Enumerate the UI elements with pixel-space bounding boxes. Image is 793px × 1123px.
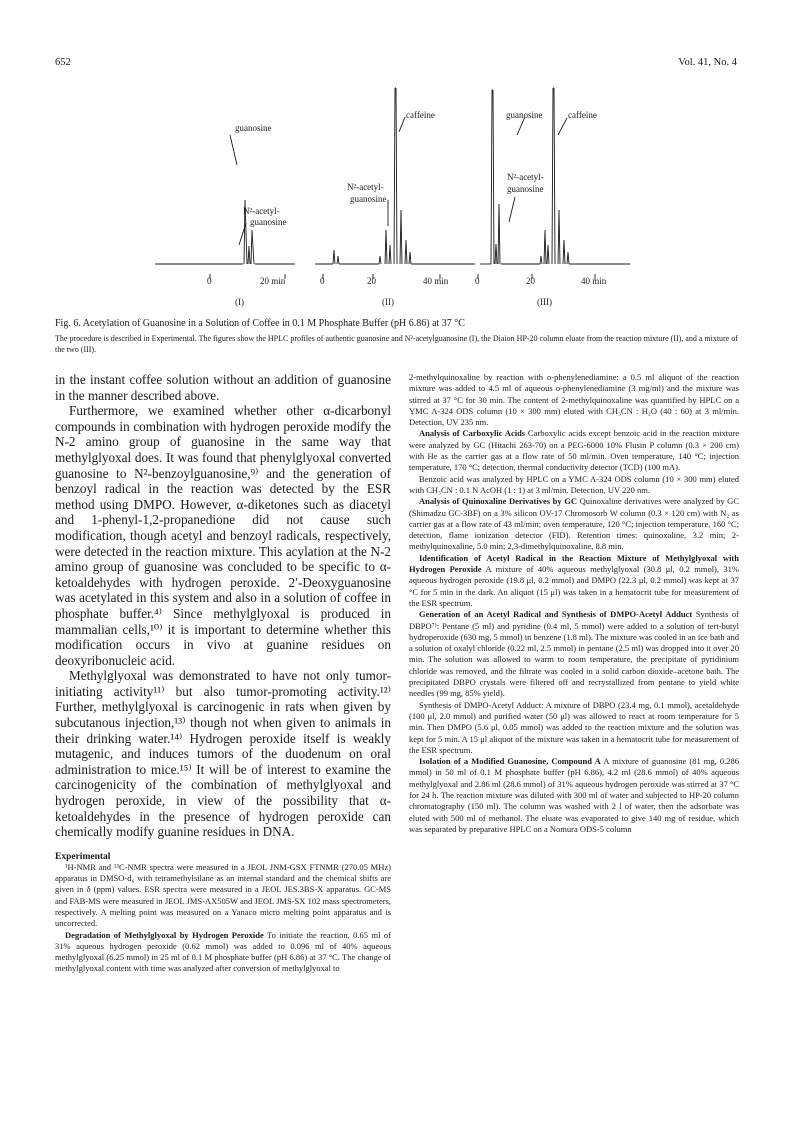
paragraph: Furthermore, we examined whether other α-dicarbonyl compounds in combination with hydrogen peroxide modify the N-2 amino group of guanosine in the same way that methylglyoxal does. It was found that phenylglyoxal converted guanosine to N²-benzoylguanosine,⁹⁾ and the generation of benzoyl radical in the reaction was detected by the ESR method using DMPO. However, α-diketones such as diacetyl and 1-phenyl-1,2-propanedione did not cause such modification, though acetyl and benzoyl radicals, respectively, were detected in the reaction mixture. This acylation at the N-2 amino group of guanosine was concluded to be specific to α-ketoaldehydes with hydrogen peroxide. 2′-Deoxyguanosine was acetylated in this system and also in a solution of coffee in phosphate buffer.⁴⁾ Since methylglyoxal is produced in mammalian cells,¹⁰⁾ it is important to determine whether this modification occurs in vivo at guanine residues on deoxyribonucleic acid. [55, 403, 391, 668]
paragraph-text: Carboxylic acids except benzoic acid in the reaction mixture were analyzed by GC (Hitachi 263-70) on a PEG-6000 10% Flusin P column (0.3 × 200 cm) with He as the carrier gas at a flow rate of 50 ml/min. Oven temperature, 140 °C; injection temperature, 170 °C; detection, thermal conductivity detector (TCD) (100 mA). [409, 428, 740, 473]
panel-1-axis-20: 20 min [260, 276, 286, 286]
panel-2-trace [315, 88, 475, 264]
panel-3-trace [480, 88, 630, 264]
page-number: 652 [55, 57, 71, 68]
paragraph: 2-methylquinoxaline by reaction with o-phenylenediamine: a 0.5 ml aliquot of the reaction mixture was added to 4.5 ml of aqueous o-phenylenediamine (3 mg/ml) and the mixture was stirred at 37 °C for 30 min. The content of 2-methylquinoxaline was quantified by HPLC on a YMC A-324 ODS column (10 × 300 mm) eluted with CH₃CN : H₂O (40 : 60) at 3 ml/min. Detection, UV 235 nm. [409, 372, 739, 428]
caption-title: Fig. 6. Acetylation of Guanosine in a Solution of Coffee in 0.1 M Phosphate Buffer (pH 6.86) at 37 °C [55, 318, 465, 329]
panel-2-axis-20: 20 [367, 276, 376, 286]
panel-3-roman: (III) [537, 297, 552, 307]
paragraph [409, 553, 739, 609]
paragraph: Synthesis of DMPO-Acetyl Adduct: A mixture of DBPO (23.4 mg, 0.1 mmol), acetaldehyde (100 μl, 2.0 mmol) and purified water (50 μl) was allowed to react at room temperature for 5 min. Then DMPO (5.6 μl, 0.05 mmol) was added to the reaction mixture and the solution was kept for 5 min. A 15 μl aliquot of the mixture was taken in a hematocrit tube for measurement of the ESR spectrum. [409, 699, 739, 755]
panel-1-trace [155, 135, 295, 264]
panel-2-axis-0: 0 [320, 276, 325, 286]
panel-3-axis-20: 20 [526, 276, 535, 286]
paragraph: ¹H-NMR and ¹³C-NMR spectra were measured in a JEOL JNM-GSX FTNMR (270.05 MHz) apparatus in DMSO-d₆ with tetramethylsilane as an internal standard and the chemical shifts are given in δ (ppm) values. ESR spectra were measured in a JEOL JES.3BS-X apparatus. GC-MS and FAB-MS were measured in JEOL JMS-AX505W and JEOL JMS-SX 102 mass spectrometers, respectively. A melting point was measured on a Yanaco micro melting point apparatus and is uncorrected. [55, 861, 391, 929]
run-in-heading: Analysis of Quinoxaline Derivatives by GC [419, 496, 578, 507]
paragraph-text: Quinoxaline derivatives were analyzed by GC (Shimadzu GC-3BF) on a 3% silicon OV-17 Chromosorb W column (0.3 × 120 cm) with N₂ as carrier gas at a flow rate of 43 ml/min; oven temperature, 120 °C; injection temperature, 160 °C; detection, flame ionization detector (FID). Retention times: quinoxaline, 3.2 min; 2-methylquinoxaline, 5.0 min; 2,3-dimethylquinoxaline, 8.8 min. [409, 496, 739, 552]
panel-1-label-guanosine: guanosine [235, 123, 272, 133]
right-column [409, 372, 739, 835]
paragraph [409, 428, 739, 473]
left-column [55, 372, 391, 975]
panel-2-label-caffeine: caffeine [406, 110, 435, 120]
paragraph: in the instant coffee solution without an addition of guanosine in the manner described above. [55, 372, 391, 403]
panel-2-label-acetyl-line2: guanosine [350, 194, 387, 204]
paragraph-text: Synthesis of DBPO⁷⁾: Pentane (5 ml) and pyridine (0.4 ml, 5 mmol) were added to a solution of tert-butyl hydroperoxide (630 mg, 5 mmol) in benzene (1.8 ml). The mixture was cooled in an ice bath and a solution of oxalyl chloride (0.22 ml, 2.5 mmol) in pentane (2.5 ml) was dropped into it over 20 min. The solution was allowed to warm to room temperature, the precipitate of pyridinium chloride was removed, and the filtrate was cooled in a solid carbon dioxide–acetone bath. The precipitated DBPO crystals were filtered off and recrystallized from pentane to yield white needles (99 mg, 85% yield). [409, 609, 740, 699]
panel-3-axis-40: 40 min [581, 276, 607, 286]
panel-2-roman: (II) [382, 297, 394, 307]
panel-3-label-acetyl-line2: guanosine [507, 184, 544, 194]
panel-1-label-acetyl-line2: guanosine [250, 217, 287, 227]
paragraph [409, 496, 739, 552]
panel-1-roman: (I) [235, 297, 244, 307]
paragraph: Methylglyoxal was demonstrated to have not only tumor-initiating activity¹¹⁾ but also tumor-promoting activity.¹²⁾ Further, methylglyoxal is carcinogenic in rats when given by subcutanous injection,¹³⁾ though not when given to animals in their drinking water.¹⁴⁾ Hydrogen peroxide itself is weakly mutagenic, and induces tumors of the duodenum on oral administration to mice.¹⁵⁾ It will be of interest to examine the carcinogenicity of the combination of methylglyoxal and hydrogen peroxide, in view of the possibility that α-ketoaldehydes in the presence of hydrogen peroxide can chemically modify guanine residues in DNA. [55, 668, 391, 840]
run-in-heading: Analysis of Carboxylic Acids [419, 428, 526, 439]
paragraph-text: To initiate the reaction, 0.65 ml of 31% aqueous hydrogen peroxide (0.62 mmol) was added to 0.096 ml of 40% aqueous methylglyoxal (6.25 mmol) in 25 ml of 0.1 M phosphate buffer (pH 6.86) at 37 °C. The change of methylglyoxal content with time was analyzed after conversion of methylglyoxal to [55, 929, 391, 974]
panel-1-axis-0: 0 [207, 276, 212, 286]
run-in-heading: Isolation of a Modified Guanosine, Compound A [419, 756, 601, 767]
paragraph: Benzoic acid was analyzed by HPLC on a YMC A-324 ODS column (10 × 300 mm) eluted with CH₃CN : 0.1 N AcOH (1 : 1) at 3 ml/min. Detection, UV 220 nm. [409, 473, 739, 495]
panel-3-axis-0: 0 [475, 276, 480, 286]
paragraph [55, 930, 391, 975]
figure-caption [55, 318, 738, 355]
paragraph [409, 609, 739, 699]
panel-3-label-guanosine: guanosine [506, 110, 543, 120]
panel-1-label-acetyl-line1: N²-acetyl- [243, 206, 280, 216]
caption-note: The procedure is described in Experimental. The figures show the HPLC profiles of authentic guanosine and N²-acetylguanosine (I), the Diaion HP-20 column eluate from the reaction mixture (II), and a mixture of the two (III). [55, 334, 738, 354]
run-in-heading: Identification of Acetyl Radical in the Reaction Mixture of Methylglyoxal with Hydrogen Peroxide [409, 552, 739, 575]
journal-volume: Vol. 41, No. 4 [678, 57, 737, 68]
panel-3-label-caffeine: caffeine [568, 110, 597, 120]
paragraph-text: A mixture of 40% aqueous methylglyoxal (30.8 μl, 0.2 mmol), 31% aqueous hydrogen peroxide (19.8 μl, 0.2 mmol) and DMPO (22.3 μl, 0.2 mmol) was kept at 37 °C for 5 min in the dark. An aliquot (15 μl) was taken in a hematocrit tube for measurement of the ESR spectrum. [409, 564, 739, 608]
panel-2-label-acetyl-line1: N²-acetyl- [347, 182, 384, 192]
panel-3-label-acetyl-line1: N²-acetyl- [507, 172, 544, 182]
hplc-figure [55, 80, 738, 308]
paragraph [409, 756, 739, 835]
run-in-heading: Generation of an Acetyl Radical and Synthesis of DMPO-Acetyl Adduct [419, 609, 693, 620]
paragraph-text: A mixture of guanosine (81 mg, 0.286 mmol) in 50 ml of 0.1 M phosphate buffer (pH 6.86), 4.2 ml (28.6 mmol) of 40% aqueous methylglyoxal and 2.86 ml (28.6 mmol) of 31% aqueous hydrogen peroxide was stirred at 37 °C for 24 h. The reaction mixture was diluted with 300 ml of water and subjected to HP-20 column chromatography (150 ml). The column was washed with 2 l of water, then the adsorbate was eluted with 500 ml of methanol. The eluate was evaporated to give 140 mg of residue, which was separated by preparative HPLC on a Nomura ODS-5 column [409, 756, 739, 834]
section-heading-experimental: Experimental [55, 851, 111, 862]
panel-2-axis-40: 40 min [423, 276, 449, 286]
run-in-heading: Degradation of Methylglyoxal by Hydrogen Peroxide [65, 929, 264, 940]
